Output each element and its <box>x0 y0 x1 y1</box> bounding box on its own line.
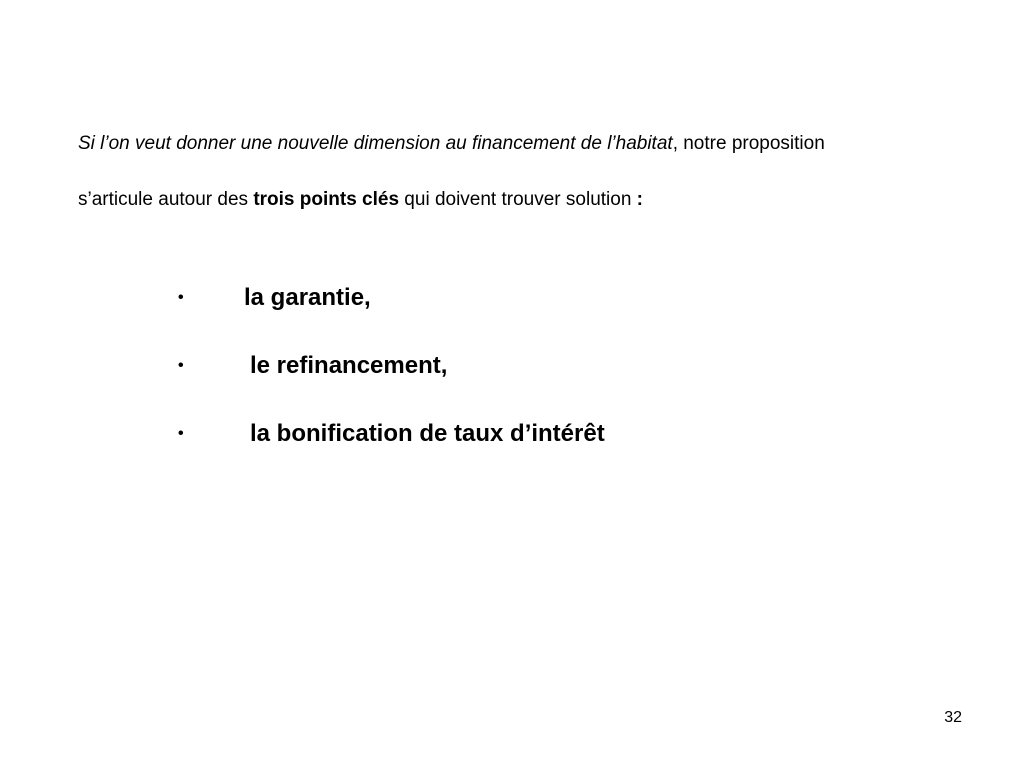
bullet-icon: • <box>178 289 184 306</box>
bullet-icon: • <box>178 357 184 374</box>
intro-line-1-rest: , notre proposition <box>672 133 825 154</box>
intro-colon: : <box>636 189 643 210</box>
intro-line-1 <box>78 116 998 172</box>
intro-line-2 <box>78 172 998 228</box>
intro-line-2-start: s’articule autour des <box>78 189 254 210</box>
intro-line-2-middle: qui doivent trouver solution <box>399 189 637 210</box>
bullet-icon: • <box>178 425 184 442</box>
intro-paragraph <box>78 116 998 228</box>
intro-italic-phrase: Si l’on veut donner une nouvelle dimension au financement de l’habitat <box>78 133 673 154</box>
list-item-label: la garantie, <box>244 284 371 311</box>
list-item-label: le refinancement, <box>250 352 448 379</box>
list-item-label: la bonification de taux d’intérêt <box>250 420 605 447</box>
page-number: 32 <box>944 709 962 726</box>
intro-key-phrase: trois points clés <box>253 189 400 210</box>
